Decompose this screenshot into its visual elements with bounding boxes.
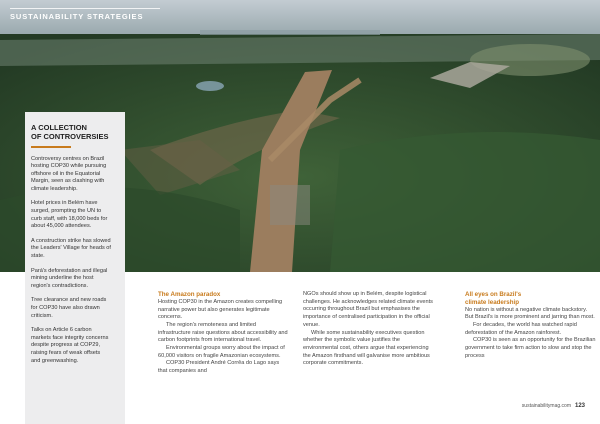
sidebar-paragraph: Pará's deforestation and illegal mining underline the host region's contradictions. <box>31 267 108 289</box>
body-paragraph: No nation is without a negative climate backstory. But Brazil's is more prominent and jarring than most. <box>465 306 595 321</box>
sidebar-paragraph: A construction strike has slowed the Leaders' Village for heads of state. <box>31 237 111 260</box>
article-column-2 <box>303 291 435 368</box>
sidebar-accent-rule <box>31 146 71 148</box>
article-column-1 <box>158 291 290 376</box>
section-header: SUSTAINABILITY STRATEGIES <box>10 12 144 21</box>
sidebar-paragraph: Controversy centres on Brazil hosting COP30 while pursuing offshore oil in the Equatorial Margin, seen as clashing with climate leadership. <box>31 155 107 192</box>
page-footer <box>522 403 585 409</box>
body-paragraph: COP30 President André Corrêa do Lago says that companies and <box>158 360 280 375</box>
footer-site: sustainabilitymag.com <box>521 403 571 409</box>
sidebar-paragraph: Tree clearance and new roads for COP30 have also drawn criticism. <box>31 297 107 319</box>
controversies-sidebar <box>25 112 125 424</box>
sidebar-title-line2: OF CONTROVERSIES <box>31 132 109 141</box>
body-paragraph: While some sustainability executives question whether the symbolic value justifies the environmental cost, others argue that experiencing the Amazon firsthand will galvanise more ambitious corporate commitments. <box>303 329 430 367</box>
section-heading-brazil-leadership <box>465 291 597 307</box>
section-heading-amazon-paradox: The Amazon paradox <box>158 291 221 298</box>
heading-line: All eyes on Brazil's <box>465 291 522 298</box>
sidebar-paragraph: Talks on Article 6 carbon markets face integrity concerns despite progress at COP29, raising fears of weak offsets and greenwashing. <box>31 327 109 364</box>
heading-line: climate leadership <box>465 298 519 306</box>
body-paragraph: COP30 is seen as an opportunity for the Brazilian government to take firm action to slow and stop the process <box>465 337 596 359</box>
body-paragraph: For decades, the world has watched rapid deforestation of the Amazon rainforest. <box>465 322 577 336</box>
body-paragraph: Hosting COP30 in the Amazon creates compelling narrative power but also generates legitimate concerns. <box>158 298 283 321</box>
body-paragraph: The region's remoteness and limited infrastructure raise questions about accessibility and carbon footprints from international travel. <box>158 321 288 344</box>
sidebar-title <box>31 123 119 141</box>
sidebar-paragraph: Hotel prices in Belém have surged, prompting the UN to curb staff, with 18,000 beds for about 45,000 attendees. <box>31 200 108 230</box>
page-number: 123 <box>574 403 585 409</box>
article-column-3 <box>465 291 597 361</box>
sidebar-title-line1: A COLLECTION <box>31 123 87 132</box>
body-paragraph: Environmental groups worry about the impact of 60,000 visitors on fragile Amazonian ecosystems. <box>158 345 285 359</box>
body-paragraph: NGOs should show up in Belém, despite logistical challenges. He acknowledges related climate events occurring throughout Brazil but emphasises the importance of centralised participation in the official venue. <box>303 291 433 328</box>
